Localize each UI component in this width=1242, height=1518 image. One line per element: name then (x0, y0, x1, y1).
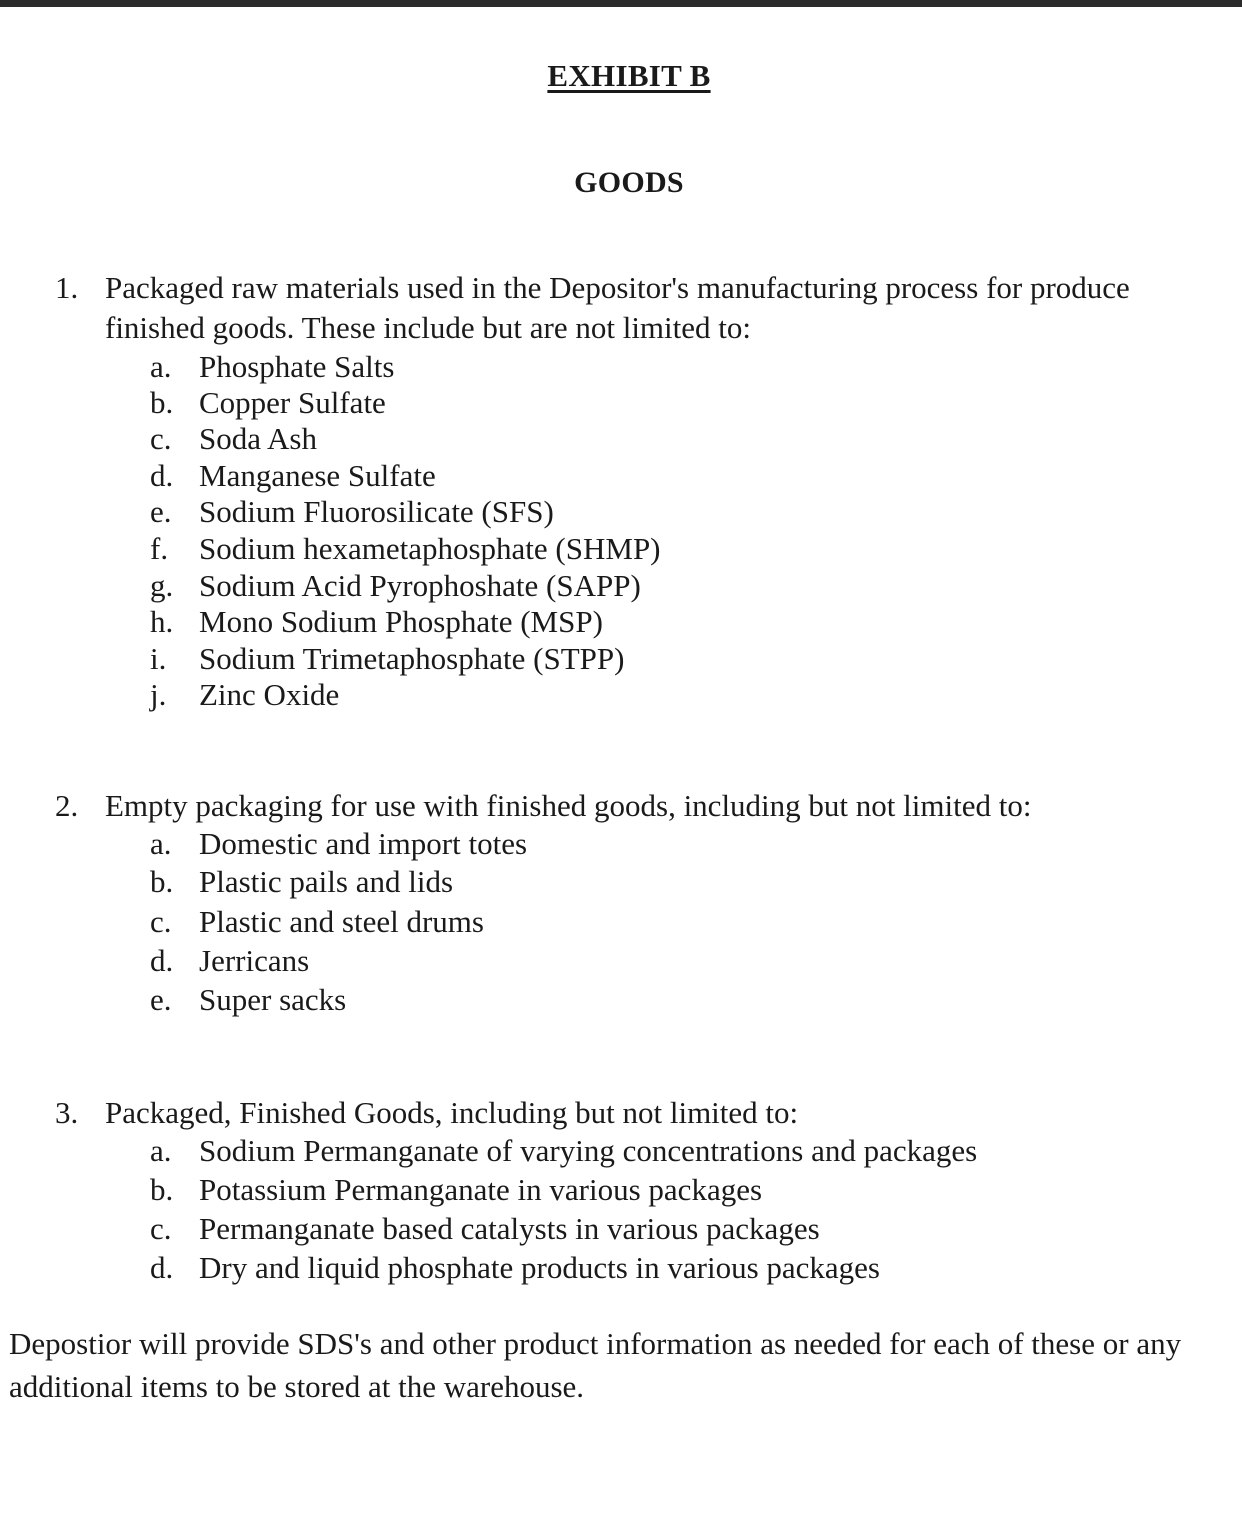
list-item-letter: e. (150, 494, 172, 529)
list-item: Plastic and steel drums (199, 904, 484, 939)
list-item-letter: a. (150, 349, 172, 384)
list-item-letter: d. (150, 458, 174, 493)
list-item: Domestic and import totes (199, 826, 528, 861)
list-item-letter: f. (150, 531, 169, 566)
list-item: Sodium hexametaphosphate (SHMP) (199, 531, 661, 566)
list-item-letter: c. (150, 904, 172, 939)
list-item: Sodium Acid Pyrophoshate (SAPP) (199, 568, 641, 603)
list-item-letter: i. (150, 641, 167, 676)
closing-paragraph: Depostior will provide SDS's and other product information as needed for each of these or any additional items to be stored at the warehouse. (9, 1326, 1182, 1404)
list-item: Mono Sodium Phosphate (MSP) (199, 604, 603, 639)
list-item: Plastic pails and lids (199, 864, 454, 899)
list-item: Potassium Permanganate in various packages (199, 1172, 763, 1207)
list-item-letter: c. (150, 1211, 172, 1246)
goods-heading: GOODS (574, 166, 684, 199)
list-item-letter: a. (150, 1133, 172, 1168)
list-item: Phosphate Salts (199, 349, 395, 384)
list-item-letter: h. (150, 604, 174, 639)
list-item: Sodium Trimetaphosphate (STPP) (199, 641, 625, 676)
list-item: Jerricans (199, 943, 310, 978)
list-item: Copper Sulfate (199, 385, 386, 420)
list-item-letter: e. (150, 982, 172, 1017)
section-intro: Empty packaging for use with finished goods, including but not limited to: (105, 788, 1032, 823)
section-intro: Packaged, Finished Goods, including but not limited to: (105, 1095, 799, 1130)
list-item: Dry and liquid phosphate products in various packages (199, 1250, 880, 1285)
list-item-letter: b. (150, 864, 174, 899)
list-item: Manganese Sulfate (199, 458, 436, 493)
list-item: Zinc Oxide (199, 677, 340, 712)
list-item-letter: g. (150, 568, 174, 603)
top-edge-bar (0, 0, 1242, 7)
list-item: Sodium Fluorosilicate (SFS) (199, 494, 554, 529)
list-item: Permanganate based catalysts in various packages (199, 1211, 820, 1246)
section-number: 3. (55, 1095, 79, 1130)
list-item-letter: d. (150, 1250, 174, 1285)
section-number: 2. (55, 788, 79, 823)
section-intro: Packaged raw materials used in the Depositor's manufacturing process for produce finished goods. These include but are not limited to: (105, 270, 1130, 345)
list-item-letter: j. (150, 677, 167, 712)
list-item: Soda Ash (199, 421, 317, 456)
list-item: Sodium Permanganate of varying concentrations and packages (199, 1133, 978, 1168)
list-item-letter: d. (150, 943, 174, 978)
list-item-letter: b. (150, 1172, 174, 1207)
list-item-letter: a. (150, 826, 172, 861)
exhibit-title: EXHIBIT B (547, 58, 711, 93)
list-item: Super sacks (199, 982, 347, 1017)
section-number: 1. (55, 270, 79, 305)
list-item-letter: c. (150, 421, 172, 456)
list-item-letter: b. (150, 385, 174, 420)
